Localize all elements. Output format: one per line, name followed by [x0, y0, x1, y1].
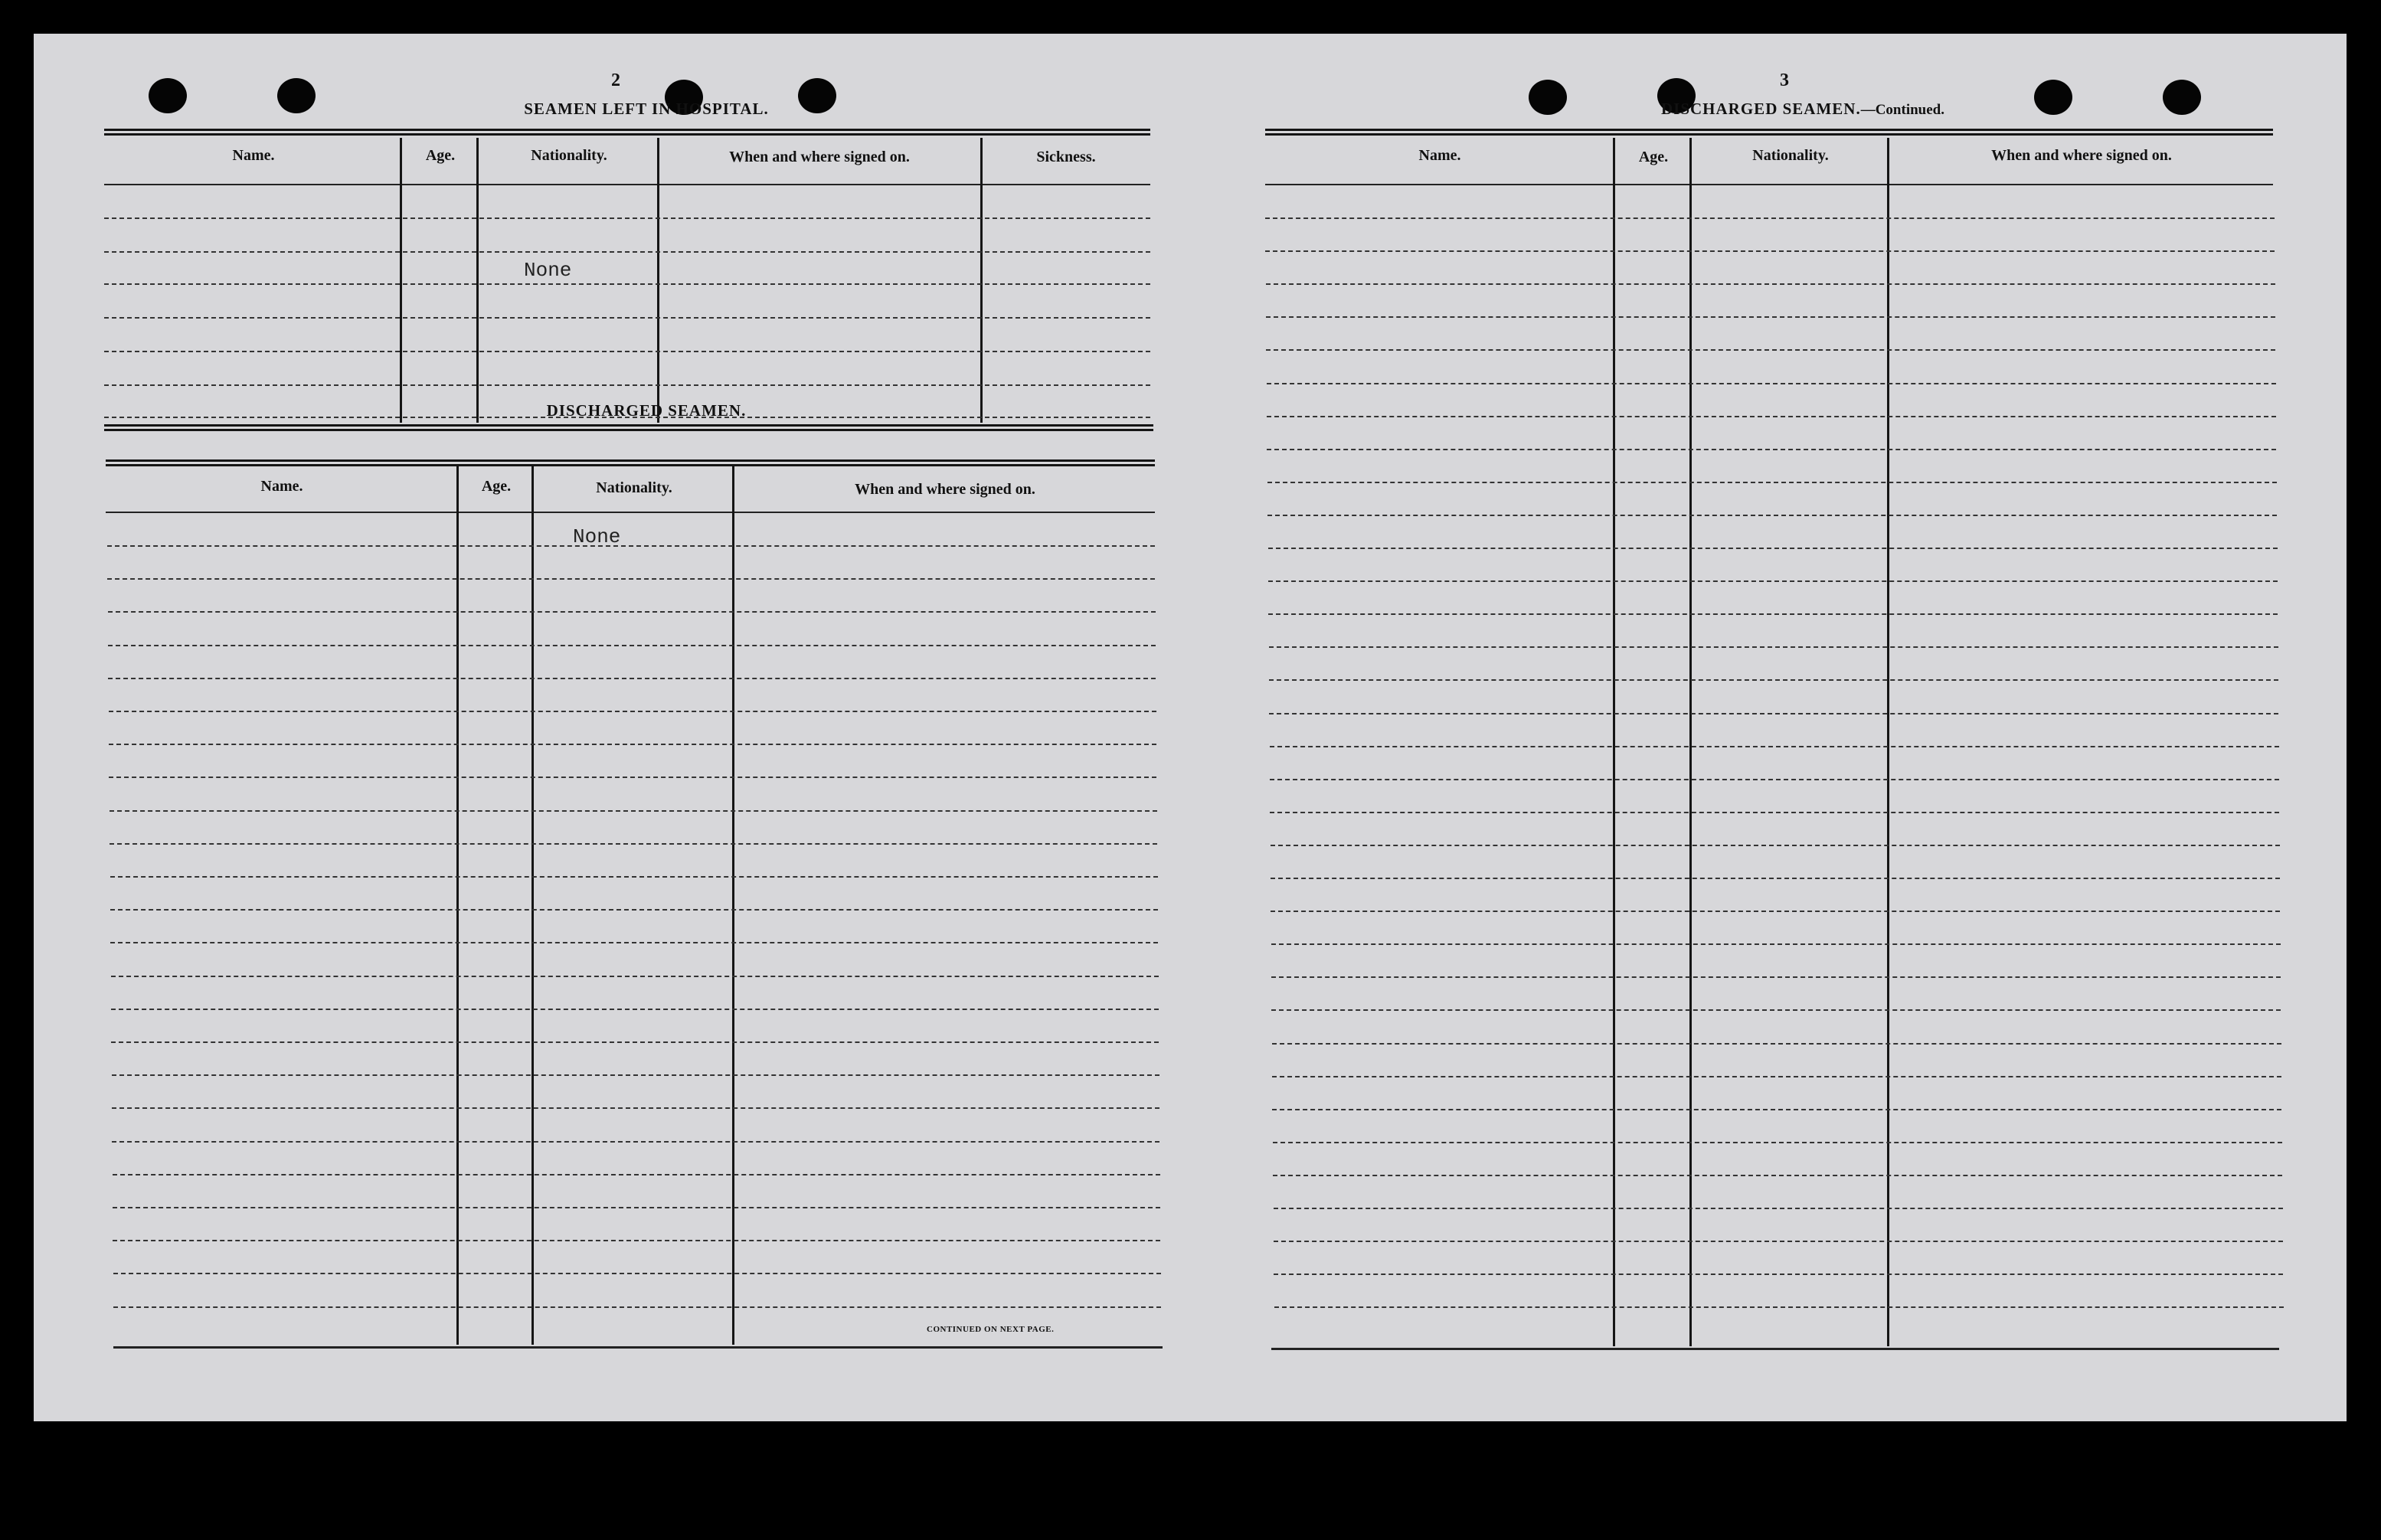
- right-page-title-suffix: —Continued.: [1860, 102, 1944, 118]
- column-header-nationality: Nationality.: [596, 479, 672, 496]
- entry-line: [104, 283, 1150, 285]
- entry-line: [113, 1240, 1160, 1241]
- discharged-entry-none: None: [573, 525, 621, 548]
- table-bottom-rule: [113, 1346, 1163, 1349]
- entry-line: [1271, 878, 2280, 879]
- entry-line: [1268, 580, 2278, 582]
- entry-line: [1265, 250, 2275, 252]
- column-header-name: Name.: [232, 147, 275, 164]
- entry-line: [110, 810, 1157, 812]
- entry-line: [108, 645, 1156, 646]
- entry-line: [1265, 217, 2275, 219]
- column-header-age: Age.: [425, 147, 456, 164]
- entry-line: [111, 1009, 1159, 1010]
- entry-line: [1274, 1208, 2283, 1209]
- entry-line: [110, 942, 1158, 943]
- entry-line: [110, 909, 1158, 911]
- entry-line: [1266, 283, 2275, 285]
- entry-line: [113, 1207, 1160, 1208]
- entry-line: [113, 1174, 1160, 1175]
- entry-line: [111, 1041, 1159, 1043]
- left-page: [34, 34, 1182, 1421]
- column-header-nationality: Nationality.: [531, 147, 607, 164]
- section-divider-rule: [104, 424, 1153, 431]
- entry-line: [113, 1273, 1161, 1274]
- column-header-signed-on: When and where signed on.: [1991, 147, 2172, 164]
- entry-line: [1272, 1109, 2281, 1110]
- column-header-name: Name.: [260, 478, 303, 495]
- entry-line: [1268, 548, 2278, 549]
- entry-line: [1269, 646, 2278, 648]
- column-header-sickness: Sickness.: [1036, 149, 1096, 165]
- entry-line: [1274, 1306, 2284, 1308]
- entry-line: [112, 1141, 1159, 1143]
- entry-line: [1271, 845, 2280, 846]
- entry-line: [113, 1306, 1161, 1308]
- document-sheet: [34, 34, 2347, 1421]
- entry-line: [1271, 943, 2281, 945]
- right-page-title: [1581, 100, 2025, 119]
- entry-line: [104, 384, 1150, 386]
- entry-line: [110, 876, 1158, 878]
- entry-line: [1267, 482, 2277, 483]
- column-header-signed-on: When and where signed on.: [855, 481, 1035, 498]
- column-header-signed-on: When and where signed on.: [729, 149, 910, 165]
- entry-line: [112, 1074, 1159, 1076]
- entry-line: [1271, 911, 2280, 912]
- entry-line: [111, 976, 1159, 977]
- entry-line: [107, 578, 1155, 580]
- entry-line: [109, 744, 1156, 745]
- entry-line: [110, 843, 1157, 845]
- entry-line: [1269, 679, 2278, 681]
- entry-line: [1269, 713, 2278, 714]
- page-number: 2: [611, 70, 620, 90]
- column-header-name: Name.: [1418, 147, 1461, 164]
- entry-line: [1274, 1241, 2283, 1242]
- column-header-age: Age.: [1638, 149, 1669, 165]
- header-underline: [1265, 184, 2273, 185]
- entry-line: [1272, 1043, 2281, 1045]
- entry-line: [104, 351, 1150, 352]
- header-underline: [104, 184, 1150, 185]
- entry-line: [1273, 1142, 2282, 1143]
- discharged-columns-top-rule: [106, 459, 1155, 466]
- entry-line: [1270, 746, 2279, 747]
- entry-line: [104, 251, 1150, 253]
- entry-line: [109, 711, 1156, 712]
- entry-line: [1270, 779, 2279, 780]
- entry-line: [112, 1107, 1159, 1109]
- entry-line: [1271, 1009, 2281, 1011]
- entry-line: [1273, 1175, 2282, 1176]
- hospital-section-title: SEAMEN LEFT IN HOSPITAL.: [524, 100, 769, 118]
- entry-line: [1272, 1076, 2281, 1077]
- entry-line: [1267, 383, 2276, 384]
- entry-line: [108, 678, 1156, 679]
- column-divider: [657, 138, 659, 423]
- right-page-title-text: DISCHARGED SEAMEN.: [1661, 100, 1861, 118]
- entry-line: [1271, 976, 2281, 978]
- column-divider: [1613, 138, 1615, 1346]
- column-header-nationality: Nationality.: [1752, 147, 1829, 164]
- table-top-rule: [1265, 129, 2273, 136]
- entry-line: [1274, 1274, 2283, 1275]
- continued-footer: CONTINUED ON NEXT PAGE.: [927, 1325, 1055, 1334]
- table-top-rule: [104, 129, 1150, 136]
- column-divider: [456, 464, 459, 1345]
- entry-line: [1266, 316, 2275, 318]
- table-bottom-rule: [1271, 1348, 2279, 1350]
- column-divider: [1689, 138, 1692, 1346]
- entry-line: [109, 777, 1156, 778]
- column-divider: [476, 138, 479, 423]
- column-divider: [980, 138, 983, 423]
- entry-line: [104, 317, 1150, 319]
- entry-line: [107, 545, 1155, 547]
- page-number: 3: [1780, 70, 1789, 90]
- hospital-entry-none: None: [524, 259, 572, 282]
- entry-line: [104, 217, 1150, 219]
- column-divider: [1887, 138, 1889, 1346]
- right-page: [1198, 34, 2347, 1421]
- entry-line: [1268, 613, 2278, 615]
- entry-line: [1267, 416, 2276, 417]
- column-divider: [400, 138, 402, 423]
- entry-line: [1267, 515, 2277, 516]
- column-divider: [531, 464, 534, 1345]
- header-underline: [106, 512, 1155, 513]
- entry-line: [108, 611, 1156, 613]
- entry-line: [1266, 349, 2275, 351]
- discharged-section-title: DISCHARGED SEAMEN.: [546, 401, 747, 420]
- entry-line: [1267, 449, 2276, 450]
- entry-line: [1270, 812, 2279, 813]
- column-divider: [732, 464, 734, 1345]
- column-header-age: Age.: [481, 478, 512, 495]
